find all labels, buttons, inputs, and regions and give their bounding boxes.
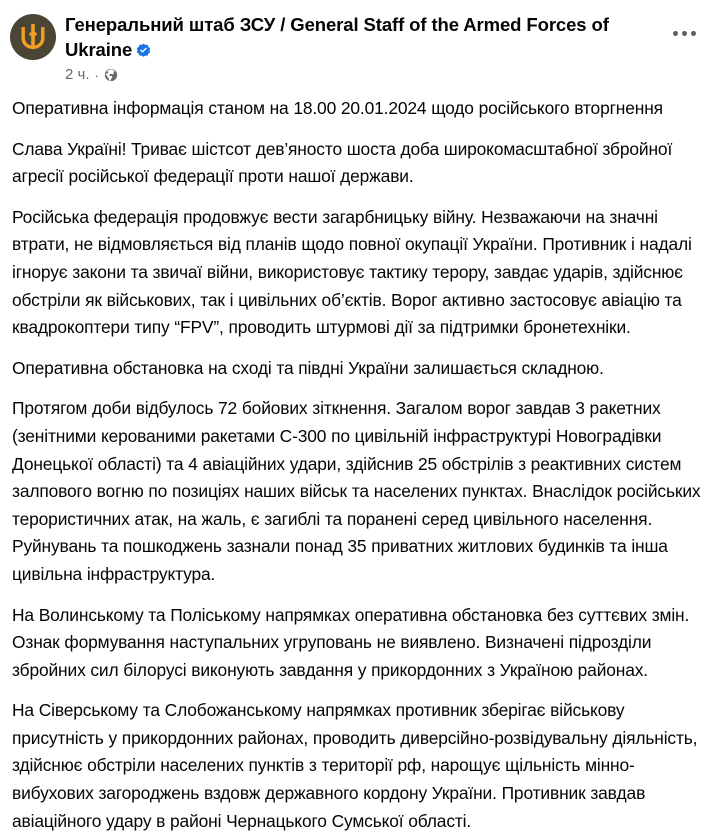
globe-icon[interactable] bbox=[104, 68, 118, 82]
post-timestamp[interactable]: 2 ч. bbox=[65, 66, 90, 83]
post-meta bbox=[65, 65, 643, 85]
post-header bbox=[0, 0, 713, 85]
ellipsis-horizontal-icon[interactable] bbox=[667, 20, 701, 46]
post-paragraph: На Волинському та Поліському напрямках оперативна обстановка без суттєвих змін. Ознак формування наступальних угруповань не виявлено. Визначені підрозділи збройних сил білорусі виконують завдання у прикордонних з Україною районах. bbox=[12, 604, 690, 680]
author-block bbox=[65, 12, 703, 85]
post-paragraph: Російська федерація продовжує вести загарбницьку війну. Незважаючи на значні втрати, не відмовляється від планів щодо повної окупації України. Противник і надалі ігнорує закони та звичаї війни, використовує тактику терору, завдає ударів, здійснює обстріли як військових, так і цивільних об’єктів. Ворог активно застосовує авіацію та квадрокоптери типу “FPV”, проводить штурмові дії за підтримки бронетехніки. bbox=[12, 206, 692, 338]
post-paragraph: На Сіверському та Слобожанському напрямках противник зберігає військову присутність у прикордонних районах, проводить диверсійно-розвідувальну діяльність, здійснює обстріли населених пунктів з території рф, нарощує щільність мінно-вибухових загороджень вздовж державного кордону України. Противник завдав авіаційного удару в районі Чернацького Сумської області. bbox=[12, 700, 698, 831]
page-name[interactable]: Генеральний штаб ЗСУ / General Staff of the Armed Forces of Ukraine bbox=[65, 14, 609, 60]
post-paragraph: Оперативна обстановка на сході та півдні України залишається складною. bbox=[12, 357, 604, 378]
post-body bbox=[0, 85, 713, 835]
meta-separator: · bbox=[94, 67, 99, 83]
dot bbox=[682, 31, 687, 36]
dot bbox=[673, 31, 678, 36]
dot bbox=[691, 31, 696, 36]
post-paragraph: Протягом доби відбулось 72 бойових зіткнення. Загалом ворог завдав 3 ракетних (зенітними керованими ракетами С-300 по цивільній інфраструктурі Новоградівки Донецької області) та 4 авіаційних удари, здійснив 25 обстрілів з реактивних систем залпового вогню по позиціях наших військ та населених пунктах. Внаслідок російських терористичних атак, на жаль, є загиблі та поранені серед цивільного населення. Руйнувань та пошкоджень зазнали понад 35 приватних житлових будинків та інша цивільна інфраструктура. bbox=[12, 398, 701, 584]
verified-badge-icon bbox=[136, 43, 151, 58]
post-paragraph: Оперативна інформація станом на 18.00 20.01.2024 щодо російського вторгнення bbox=[12, 98, 663, 118]
ukraine-trident-icon bbox=[20, 22, 46, 52]
post-paragraph: Слава Україні! Триває шістсот дев’яносто шоста доба широкомасштабної збройної агресії російської федерації проти нашої держави. bbox=[12, 138, 673, 187]
avatar[interactable] bbox=[10, 14, 56, 60]
